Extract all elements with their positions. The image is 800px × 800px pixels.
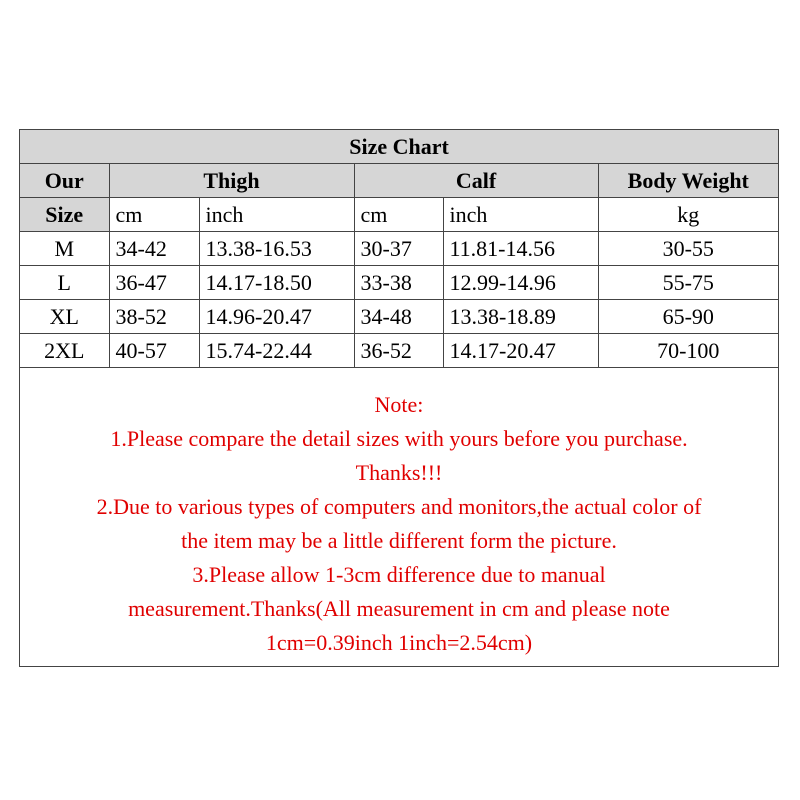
calf-cm-cell: 34-48 <box>354 300 443 334</box>
table-row <box>20 232 778 266</box>
calf-inch-unit: inch <box>443 198 598 232</box>
weight-cell: 30-55 <box>598 232 778 266</box>
note-line: 1cm=0.39inch 1inch=2.54cm) <box>265 630 533 655</box>
header-row <box>20 164 778 198</box>
thigh-cm-cell: 36-47 <box>109 266 199 300</box>
weight-cell: 65-90 <box>598 300 778 334</box>
our-header: Our <box>20 164 109 198</box>
weight-cell: 55-75 <box>598 266 778 300</box>
table-row <box>20 266 778 300</box>
calf-cm-cell: 36-52 <box>354 334 443 368</box>
note-line: 2.Due to various types of computers and monitors,the actual color of <box>96 494 702 519</box>
size-chart <box>19 129 779 667</box>
note-line: measurement.Thanks(All measurement in cm and please note <box>128 596 670 621</box>
thigh-inch-cell: 14.17-18.50 <box>199 266 354 300</box>
note-line: 1.Please compare the detail sizes with yours before you purchase. <box>110 426 688 451</box>
calf-header: Calf <box>354 164 598 198</box>
calf-inch-cell: 12.99-14.96 <box>443 266 598 300</box>
size-cell: 2XL <box>20 334 109 368</box>
note-line: the item may be a little different form the picture. <box>181 528 617 553</box>
calf-cm-cell: 33-38 <box>354 266 443 300</box>
thigh-inch-cell: 13.38-16.53 <box>199 232 354 266</box>
thigh-header: Thigh <box>109 164 354 198</box>
table-row <box>20 300 778 334</box>
size-cell: L <box>20 266 109 300</box>
size-header: Size <box>20 198 109 232</box>
calf-inch-cell: 11.81-14.56 <box>443 232 598 266</box>
thigh-cm-unit: cm <box>109 198 199 232</box>
calf-inch-cell: 13.38-18.89 <box>443 300 598 334</box>
thigh-cm-cell: 38-52 <box>109 300 199 334</box>
size-cell: M <box>20 232 109 266</box>
thigh-cm-cell: 34-42 <box>109 232 199 266</box>
note-heading: Note: <box>374 392 424 417</box>
unit-row <box>20 198 778 232</box>
thigh-inch-cell: 15.74-22.44 <box>199 334 354 368</box>
weight-unit: kg <box>598 198 778 232</box>
note-line: Thanks!!! <box>355 460 443 485</box>
calf-cm-unit: cm <box>354 198 443 232</box>
thigh-cm-cell: 40-57 <box>109 334 199 368</box>
table-row <box>20 334 778 368</box>
note-line: 3.Please allow 1-3cm difference due to manual <box>192 562 606 587</box>
calf-inch-cell: 14.17-20.47 <box>443 334 598 368</box>
title-row <box>20 130 778 164</box>
body-weight-header: Body Weight <box>598 164 778 198</box>
thigh-inch-cell: 14.96-20.47 <box>199 300 354 334</box>
weight-cell: 70-100 <box>598 334 778 368</box>
size-table <box>20 130 778 368</box>
notes-section <box>20 368 778 660</box>
size-cell: XL <box>20 300 109 334</box>
thigh-inch-unit: inch <box>199 198 354 232</box>
calf-cm-cell: 30-37 <box>354 232 443 266</box>
chart-title: Size Chart <box>20 130 778 164</box>
